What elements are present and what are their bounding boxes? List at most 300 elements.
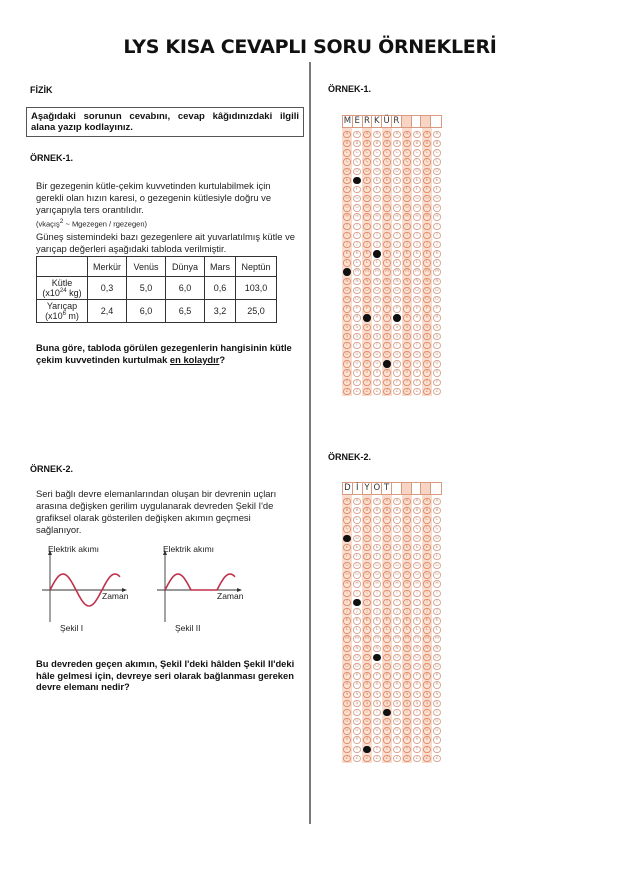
answer-bubble[interactable]: F xyxy=(423,553,430,560)
answer-bubble[interactable]: Ö xyxy=(365,296,369,302)
answer-bubble[interactable]: E xyxy=(433,177,440,184)
answer-bubble[interactable]: L xyxy=(383,626,390,633)
answer-bubble[interactable]: D xyxy=(363,168,370,175)
answer-bubble[interactable]: Ğ xyxy=(373,204,380,211)
answer-bubble[interactable]: K xyxy=(423,617,430,624)
answer-bubble[interactable]: Ş xyxy=(393,700,400,707)
answer-bubble[interactable]: T xyxy=(343,342,350,349)
answer-bubble[interactable]: Ç xyxy=(403,158,410,165)
answer-bubble[interactable]: C xyxy=(413,149,420,156)
answer-bubble[interactable]: B xyxy=(413,507,420,514)
answer-bubble[interactable]: Ğ xyxy=(353,571,360,578)
answer-bubble[interactable]: Ğ xyxy=(363,204,370,211)
answer-bubble[interactable]: K xyxy=(403,250,410,257)
answer-bubble[interactable]: Ç xyxy=(353,158,360,165)
answer-bubble[interactable]: D xyxy=(383,535,390,542)
answer-bubble[interactable]: B xyxy=(433,140,440,147)
answer-bubble[interactable]: Y xyxy=(413,746,420,753)
answer-bubble[interactable]: I xyxy=(373,590,380,597)
answer-bubble[interactable]: C xyxy=(343,516,350,523)
answer-bubble[interactable]: J xyxy=(403,241,410,248)
answer-letter-box[interactable]: Ü xyxy=(382,116,392,127)
answer-bubble[interactable]: Ğ xyxy=(423,204,430,211)
answer-bubble[interactable]: N xyxy=(383,645,390,652)
answer-bubble[interactable]: K xyxy=(363,250,370,257)
answer-bubble[interactable]: P xyxy=(393,672,400,679)
answer-bubble[interactable]: D xyxy=(343,168,350,175)
answer-bubble[interactable]: Ğ xyxy=(413,571,420,578)
answer-bubble[interactable]: V xyxy=(353,736,360,743)
answer-bubble[interactable]: C xyxy=(373,516,380,523)
answer-bubble[interactable]: J xyxy=(423,241,430,248)
answer-bubble[interactable]: P xyxy=(353,672,360,679)
answer-bubble[interactable]: Z xyxy=(343,388,350,395)
answer-bubble[interactable]: Ö xyxy=(375,296,379,302)
answer-bubble[interactable]: İ xyxy=(363,599,370,606)
answer-bubble[interactable]: U xyxy=(383,351,390,358)
answer-bubble[interactable]: N xyxy=(343,278,350,285)
answer-bubble[interactable]: H xyxy=(433,213,440,220)
answer-bubble[interactable]: H xyxy=(423,580,430,587)
answer-bubble[interactable]: H xyxy=(403,213,410,220)
answer-letter-box[interactable]: D xyxy=(343,483,353,494)
answer-bubble[interactable]: J xyxy=(353,608,360,615)
answer-bubble[interactable]: U xyxy=(343,718,350,725)
answer-bubble[interactable]: L xyxy=(423,259,430,266)
answer-bubble[interactable]: F xyxy=(353,186,360,193)
answer-bubble[interactable]: Ş xyxy=(383,333,390,340)
answer-bubble[interactable]: M xyxy=(395,269,399,275)
answer-bubble[interactable]: A xyxy=(423,498,430,505)
answer-bubble[interactable]: J xyxy=(363,241,370,248)
answer-bubble[interactable]: K xyxy=(373,617,380,624)
answer-bubble[interactable]: Ö xyxy=(395,663,399,669)
answer-bubble[interactable]: E xyxy=(383,544,390,551)
answer-bubble[interactable]: Ö xyxy=(365,663,369,669)
answer-bubble[interactable]: T xyxy=(393,342,400,349)
answer-bubble[interactable]: N xyxy=(343,645,350,652)
answer-bubble[interactable]: I xyxy=(403,223,410,230)
answer-bubble[interactable]: C xyxy=(383,516,390,523)
answer-bubble[interactable]: D xyxy=(393,168,400,175)
answer-bubble[interactable]: M xyxy=(375,636,379,642)
answer-bubble[interactable]: S xyxy=(343,324,350,331)
answer-bubble[interactable]: Y xyxy=(403,379,410,386)
answer-bubble[interactable]: L xyxy=(363,259,370,266)
answer-bubble[interactable]: T xyxy=(353,342,360,349)
answer-bubble[interactable]: Ğ xyxy=(363,571,370,578)
answer-bubble[interactable]: P xyxy=(363,672,370,679)
answer-bubble[interactable]: İ xyxy=(373,232,380,239)
answer-bubble[interactable]: Ö xyxy=(355,296,359,302)
answer-bubble[interactable]: N xyxy=(393,645,400,652)
answer-bubble[interactable]: Ç xyxy=(423,525,430,532)
answer-bubble[interactable]: H xyxy=(363,213,370,220)
answer-bubble[interactable]: T xyxy=(373,342,380,349)
answer-bubble[interactable]: T xyxy=(393,709,400,716)
answer-bubble[interactable]: Ü xyxy=(373,727,380,734)
answer-bubble[interactable]: E xyxy=(403,544,410,551)
answer-bubble[interactable]: I xyxy=(373,223,380,230)
answer-bubble[interactable]: Z xyxy=(363,388,370,395)
answer-bubble[interactable]: Y xyxy=(433,379,440,386)
answer-bubble[interactable]: Y xyxy=(403,746,410,753)
answer-bubble[interactable]: A xyxy=(403,498,410,505)
answer-bubble[interactable]: O xyxy=(375,287,379,293)
answer-bubble[interactable]: Ü xyxy=(433,360,440,367)
answer-bubble[interactable]: Ü xyxy=(423,727,430,734)
answer-bubble[interactable]: J xyxy=(423,608,430,615)
answer-bubble[interactable]: S xyxy=(413,691,420,698)
answer-bubble[interactable]: C xyxy=(403,516,410,523)
answer-bubble[interactable]: Ü xyxy=(393,360,400,367)
answer-bubble[interactable]: N xyxy=(433,278,440,285)
answer-bubble[interactable]: Ş xyxy=(423,700,430,707)
answer-bubble[interactable]: K xyxy=(353,250,360,257)
answer-bubble[interactable] xyxy=(363,746,370,753)
answer-bubble[interactable]: A xyxy=(343,131,350,138)
answer-bubble[interactable]: N xyxy=(373,645,380,652)
answer-bubble[interactable]: I xyxy=(393,590,400,597)
answer-bubble[interactable]: K xyxy=(353,617,360,624)
answer-bubble[interactable]: Ü xyxy=(423,360,430,367)
answer-bubble[interactable]: C xyxy=(353,149,360,156)
answer-bubble[interactable]: M xyxy=(355,636,359,642)
answer-bubble[interactable]: O xyxy=(435,287,439,293)
answer-bubble[interactable]: G xyxy=(423,195,430,202)
answer-bubble[interactable]: İ xyxy=(383,599,390,606)
answer-bubble[interactable]: M xyxy=(405,269,409,275)
answer-bubble[interactable]: R xyxy=(433,681,440,688)
answer-bubble[interactable]: L xyxy=(433,259,440,266)
answer-bubble[interactable]: O xyxy=(355,654,359,660)
answer-bubble[interactable]: N xyxy=(403,278,410,285)
answer-bubble[interactable]: O xyxy=(405,654,409,660)
answer-bubble[interactable]: Z xyxy=(423,755,430,762)
answer-bubble[interactable]: F xyxy=(353,553,360,560)
answer-bubble[interactable]: U xyxy=(413,351,420,358)
answer-bubble[interactable]: R xyxy=(423,681,430,688)
answer-bubble[interactable]: M xyxy=(365,269,369,275)
answer-bubble[interactable]: C xyxy=(343,149,350,156)
answer-bubble[interactable]: Ü xyxy=(363,360,370,367)
answer-bubble[interactable]: I xyxy=(413,590,420,597)
answer-bubble[interactable]: U xyxy=(373,718,380,725)
answer-bubble[interactable]: O xyxy=(415,287,419,293)
answer-bubble[interactable]: D xyxy=(423,168,430,175)
answer-bubble[interactable]: H xyxy=(343,580,350,587)
answer-bubble[interactable]: F xyxy=(363,186,370,193)
answer-bubble[interactable]: Z xyxy=(373,388,380,395)
answer-bubble[interactable]: İ xyxy=(353,232,360,239)
answer-bubble[interactable]: A xyxy=(433,131,440,138)
answer-bubble[interactable]: M xyxy=(345,636,349,642)
answer-bubble[interactable]: J xyxy=(353,241,360,248)
answer-bubble[interactable]: Z xyxy=(413,388,420,395)
answer-bubble[interactable]: G xyxy=(403,195,410,202)
answer-bubble[interactable]: O xyxy=(425,654,429,660)
answer-bubble[interactable]: J xyxy=(413,608,420,615)
answer-bubble[interactable]: O xyxy=(365,287,369,293)
answer-bubble[interactable]: A xyxy=(413,131,420,138)
answer-bubble[interactable] xyxy=(383,360,390,367)
answer-bubble[interactable]: A xyxy=(343,498,350,505)
answer-bubble[interactable]: Ö xyxy=(375,663,379,669)
answer-bubble[interactable]: Ç xyxy=(393,158,400,165)
answer-bubble[interactable]: Y xyxy=(343,746,350,753)
answer-bubble[interactable]: I xyxy=(433,590,440,597)
answer-bubble[interactable]: J xyxy=(343,241,350,248)
answer-bubble[interactable]: Ç xyxy=(383,525,390,532)
answer-bubble[interactable]: K xyxy=(383,250,390,257)
answer-bubble[interactable]: S xyxy=(403,324,410,331)
answer-bubble[interactable]: D xyxy=(353,168,360,175)
answer-bubble[interactable]: D xyxy=(373,168,380,175)
answer-bubble[interactable]: N xyxy=(433,645,440,652)
answer-bubble[interactable]: V xyxy=(373,369,380,376)
answer-bubble[interactable]: F xyxy=(343,186,350,193)
answer-bubble[interactable]: B xyxy=(353,140,360,147)
answer-bubble[interactable]: Ş xyxy=(393,333,400,340)
answer-bubble[interactable]: Y xyxy=(383,379,390,386)
answer-bubble[interactable]: Y xyxy=(433,746,440,753)
answer-bubble[interactable]: D xyxy=(413,168,420,175)
answer-bubble[interactable]: Y xyxy=(413,379,420,386)
answer-letter-box[interactable]: Y xyxy=(363,483,373,494)
answer-bubble[interactable]: O xyxy=(385,287,389,293)
answer-bubble[interactable]: O xyxy=(345,287,349,293)
answer-bubble[interactable]: Ü xyxy=(393,727,400,734)
answer-bubble[interactable]: E xyxy=(373,544,380,551)
answer-bubble[interactable]: Y xyxy=(423,746,430,753)
answer-letter-box[interactable]: O xyxy=(372,483,382,494)
answer-bubble[interactable]: R xyxy=(403,681,410,688)
answer-bubble[interactable]: E xyxy=(423,177,430,184)
answer-bubble[interactable]: M xyxy=(355,269,359,275)
answer-bubble[interactable]: U xyxy=(413,718,420,725)
answer-bubble[interactable]: Ğ xyxy=(373,571,380,578)
answer-letter-box[interactable]: M xyxy=(343,116,352,126)
answer-bubble[interactable]: Ç xyxy=(373,158,380,165)
answer-bubble[interactable]: R xyxy=(353,681,360,688)
answer-bubble[interactable]: E xyxy=(413,177,420,184)
answer-bubble[interactable]: T xyxy=(403,342,410,349)
answer-bubble[interactable]: B xyxy=(373,140,380,147)
answer-bubble[interactable]: G xyxy=(393,562,400,569)
answer-bubble[interactable]: E xyxy=(433,544,440,551)
answer-bubble[interactable]: Ğ xyxy=(423,571,430,578)
answer-bubble[interactable]: L xyxy=(433,626,440,633)
answer-bubble[interactable]: J xyxy=(343,608,350,615)
answer-bubble[interactable]: V xyxy=(433,369,440,376)
answer-bubble[interactable]: V xyxy=(433,736,440,743)
answer-letter-box[interactable] xyxy=(392,483,402,494)
answer-bubble[interactable]: Ü xyxy=(353,727,360,734)
answer-bubble[interactable]: S xyxy=(353,691,360,698)
answer-bubble[interactable] xyxy=(363,314,370,321)
answer-bubble[interactable]: Y xyxy=(343,379,350,386)
answer-bubble[interactable]: K xyxy=(433,250,440,257)
answer-bubble[interactable]: R xyxy=(393,681,400,688)
answer-bubble[interactable]: R xyxy=(413,314,420,321)
answer-bubble[interactable]: L xyxy=(403,259,410,266)
answer-bubble[interactable]: M xyxy=(385,636,389,642)
answer-bubble[interactable]: H xyxy=(393,213,400,220)
answer-bubble[interactable]: U xyxy=(343,351,350,358)
answer-bubble[interactable]: Ğ xyxy=(353,204,360,211)
answer-bubble[interactable]: U xyxy=(383,718,390,725)
answer-bubble[interactable]: K xyxy=(343,250,350,257)
answer-bubble[interactable]: C xyxy=(403,149,410,156)
answer-bubble[interactable]: Y xyxy=(353,746,360,753)
answer-bubble[interactable]: N xyxy=(363,278,370,285)
answer-bubble[interactable]: P xyxy=(423,672,430,679)
answer-bubble[interactable]: D xyxy=(393,535,400,542)
answer-bubble[interactable]: V xyxy=(383,369,390,376)
answer-bubble[interactable]: V xyxy=(343,369,350,376)
answer-bubble[interactable]: I xyxy=(353,590,360,597)
answer-bubble[interactable]: N xyxy=(353,278,360,285)
answer-bubble[interactable]: J xyxy=(373,608,380,615)
answer-bubble[interactable]: P xyxy=(383,305,390,312)
answer-bubble[interactable]: L xyxy=(393,626,400,633)
answer-bubble[interactable]: M xyxy=(435,636,439,642)
answer-bubble[interactable]: R xyxy=(373,681,380,688)
answer-bubble[interactable]: S xyxy=(383,691,390,698)
answer-bubble[interactable]: H xyxy=(383,213,390,220)
answer-bubble[interactable]: F xyxy=(403,553,410,560)
answer-bubble[interactable]: U xyxy=(373,351,380,358)
answer-bubble[interactable]: B xyxy=(343,140,350,147)
answer-bubble[interactable]: Ü xyxy=(383,727,390,734)
answer-bubble[interactable]: K xyxy=(403,617,410,624)
answer-bubble[interactable]: V xyxy=(403,736,410,743)
answer-bubble[interactable]: Ö xyxy=(425,296,429,302)
answer-bubble[interactable]: M xyxy=(375,269,379,275)
answer-bubble[interactable]: Ü xyxy=(403,727,410,734)
answer-bubble[interactable]: M xyxy=(415,269,419,275)
answer-bubble[interactable]: G xyxy=(353,562,360,569)
answer-bubble[interactable]: R xyxy=(413,681,420,688)
answer-bubble[interactable]: Z xyxy=(413,755,420,762)
answer-bubble[interactable]: E xyxy=(353,544,360,551)
answer-bubble[interactable]: G xyxy=(343,195,350,202)
answer-bubble[interactable]: F xyxy=(433,553,440,560)
answer-bubble[interactable]: C xyxy=(363,516,370,523)
answer-letter-box[interactable] xyxy=(412,116,422,127)
answer-bubble[interactable]: V xyxy=(363,369,370,376)
answer-bubble[interactable]: K xyxy=(343,617,350,624)
answer-bubble[interactable]: Z xyxy=(353,755,360,762)
answer-bubble[interactable]: Ğ xyxy=(383,204,390,211)
answer-bubble[interactable]: T xyxy=(433,342,440,349)
answer-bubble[interactable]: R xyxy=(363,681,370,688)
answer-bubble[interactable]: C xyxy=(353,516,360,523)
answer-bubble[interactable]: Z xyxy=(383,388,390,395)
answer-bubble[interactable]: O xyxy=(405,287,409,293)
answer-bubble[interactable]: Ç xyxy=(393,525,400,532)
answer-bubble[interactable]: L xyxy=(343,259,350,266)
answer-bubble[interactable]: I xyxy=(383,223,390,230)
answer-bubble[interactable]: D xyxy=(423,535,430,542)
answer-bubble[interactable]: A xyxy=(393,498,400,505)
answer-bubble[interactable]: A xyxy=(363,498,370,505)
answer-bubble[interactable]: E xyxy=(343,544,350,551)
answer-bubble[interactable]: V xyxy=(413,736,420,743)
answer-bubble[interactable]: Z xyxy=(373,755,380,762)
answer-bubble[interactable]: Z xyxy=(353,388,360,395)
answer-bubble[interactable]: F xyxy=(363,553,370,560)
answer-bubble[interactable]: İ xyxy=(393,599,400,606)
answer-bubble[interactable]: B xyxy=(363,140,370,147)
answer-bubble[interactable]: S xyxy=(373,324,380,331)
answer-bubble[interactable]: H xyxy=(373,213,380,220)
answer-bubble[interactable]: J xyxy=(383,241,390,248)
answer-bubble[interactable]: U xyxy=(403,351,410,358)
answer-bubble[interactable]: K xyxy=(393,250,400,257)
answer-bubble[interactable]: Ş xyxy=(413,333,420,340)
answer-bubble[interactable]: M xyxy=(435,269,439,275)
answer-bubble[interactable]: U xyxy=(423,351,430,358)
answer-bubble[interactable]: Ö xyxy=(405,663,409,669)
answer-bubble[interactable]: Ğ xyxy=(433,204,440,211)
answer-bubble[interactable]: Ü xyxy=(363,727,370,734)
answer-bubble[interactable]: U xyxy=(393,718,400,725)
answer-bubble[interactable]: Ö xyxy=(405,296,409,302)
answer-bubble[interactable]: B xyxy=(363,507,370,514)
answer-bubble[interactable]: R xyxy=(373,314,380,321)
answer-bubble[interactable]: Y xyxy=(373,746,380,753)
answer-bubble[interactable]: Z xyxy=(393,388,400,395)
answer-bubble[interactable]: K xyxy=(423,250,430,257)
answer-bubble[interactable]: Ş xyxy=(343,700,350,707)
answer-bubble[interactable]: T xyxy=(413,342,420,349)
answer-bubble[interactable]: H xyxy=(383,580,390,587)
answer-bubble[interactable]: H xyxy=(403,580,410,587)
answer-bubble[interactable]: G xyxy=(413,562,420,569)
answer-bubble[interactable]: Ğ xyxy=(413,204,420,211)
answer-bubble[interactable]: İ xyxy=(413,232,420,239)
answer-bubble[interactable]: Ş xyxy=(363,700,370,707)
answer-bubble[interactable]: A xyxy=(353,498,360,505)
answer-bubble[interactable]: Ç xyxy=(423,158,430,165)
answer-bubble[interactable]: T xyxy=(343,709,350,716)
answer-bubble[interactable]: Ç xyxy=(383,158,390,165)
answer-bubble[interactable]: J xyxy=(363,608,370,615)
answer-bubble[interactable]: M xyxy=(425,269,429,275)
answer-bubble[interactable]: P xyxy=(413,305,420,312)
answer-bubble[interactable]: Y xyxy=(423,379,430,386)
answer-bubble[interactable]: Ö xyxy=(385,296,389,302)
answer-bubble[interactable]: D xyxy=(433,535,440,542)
answer-bubble[interactable]: Z xyxy=(423,388,430,395)
answer-bubble[interactable]: L xyxy=(403,626,410,633)
answer-bubble[interactable]: Z xyxy=(393,755,400,762)
answer-bubble[interactable]: Ğ xyxy=(383,571,390,578)
answer-bubble[interactable]: B xyxy=(383,507,390,514)
answer-bubble[interactable]: K xyxy=(433,617,440,624)
answer-bubble[interactable]: N xyxy=(403,645,410,652)
answer-bubble[interactable]: S xyxy=(433,324,440,331)
answer-bubble[interactable]: I xyxy=(363,590,370,597)
answer-bubble[interactable]: P xyxy=(413,672,420,679)
answer-bubble[interactable]: A xyxy=(393,131,400,138)
answer-bubble[interactable]: İ xyxy=(363,232,370,239)
answer-bubble[interactable]: Z xyxy=(403,755,410,762)
answer-bubble[interactable]: V xyxy=(413,369,420,376)
answer-bubble[interactable]: Ç xyxy=(403,525,410,532)
answer-bubble[interactable]: I xyxy=(423,223,430,230)
